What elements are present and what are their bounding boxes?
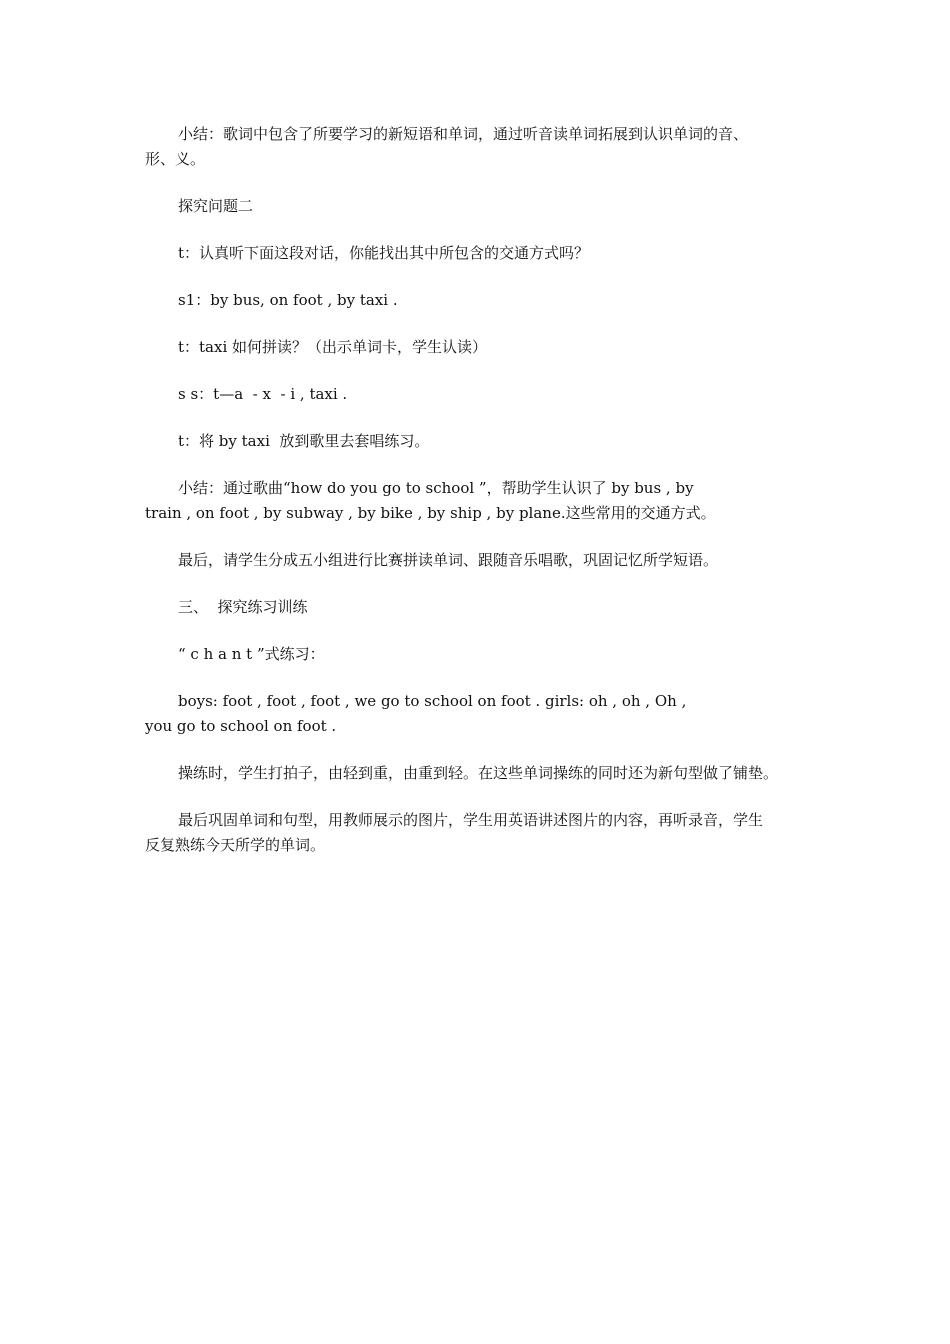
- chant-heading: “ c h a n t ”式练习：: [178, 645, 325, 663]
- summary-paragraph-2: [145, 476, 817, 526]
- students-spell-line: s s：t—a - x - i , taxi .: [178, 385, 348, 403]
- text-line: you go to school on foot .: [145, 717, 337, 735]
- text-line: 形、义。: [145, 150, 206, 168]
- finally-groups-line: 最后，请学生分成五小组进行比赛拼读单词、跟随音乐唱歌，巩固记忆所学短语。: [178, 551, 719, 569]
- text-line: train , on foot , by subway , by bike , by ship , by plane.这些常用的交通方式。: [145, 504, 716, 522]
- practice-note-line: 操练时，学生打拍子，由轻到重，由重到轻。在这些单词操练的同时还为新句型做了铺垫。: [178, 764, 779, 782]
- teacher-question-line: t：认真听下面这段对话，你能找出其中所包含的交通方式吗？: [178, 244, 590, 262]
- text-line: 最后巩固单词和句型，用教师展示的图片，学生用英语讲述图片的内容，再听录音，学生: [178, 811, 764, 829]
- chant-paragraph: [145, 689, 817, 739]
- teacher-sing-line: t：将 by taxi 放到歌里去套唱练习。: [178, 432, 430, 450]
- teacher-taxi-line: t：taxi 如何拼读？（出示单词卡，学生认读）: [178, 338, 488, 356]
- summary-paragraph-1: [145, 122, 817, 172]
- section-3-heading: 三、 探究练习训练: [178, 598, 308, 616]
- student-answer-line: s1：by bus, on foot , by taxi .: [178, 291, 398, 309]
- document-body: [145, 122, 817, 880]
- text-line: 反复熟练今天所学的单词。: [145, 836, 326, 854]
- final-consolidation-paragraph: [145, 808, 817, 858]
- text-line: boys: foot , foot , foot , we go to school on foot . girls: oh , oh , Oh ,: [178, 692, 687, 710]
- text-line: 小结：歌词中包含了所要学习的新短语和单词，通过听音读单词拓展到认识单词的音、: [178, 125, 749, 143]
- text-line: 小结：通过歌曲“how do you go to school ”，帮助学生认识了 by bus , by: [178, 479, 694, 497]
- heading-explore-question-2: 探究问题二: [178, 197, 254, 215]
